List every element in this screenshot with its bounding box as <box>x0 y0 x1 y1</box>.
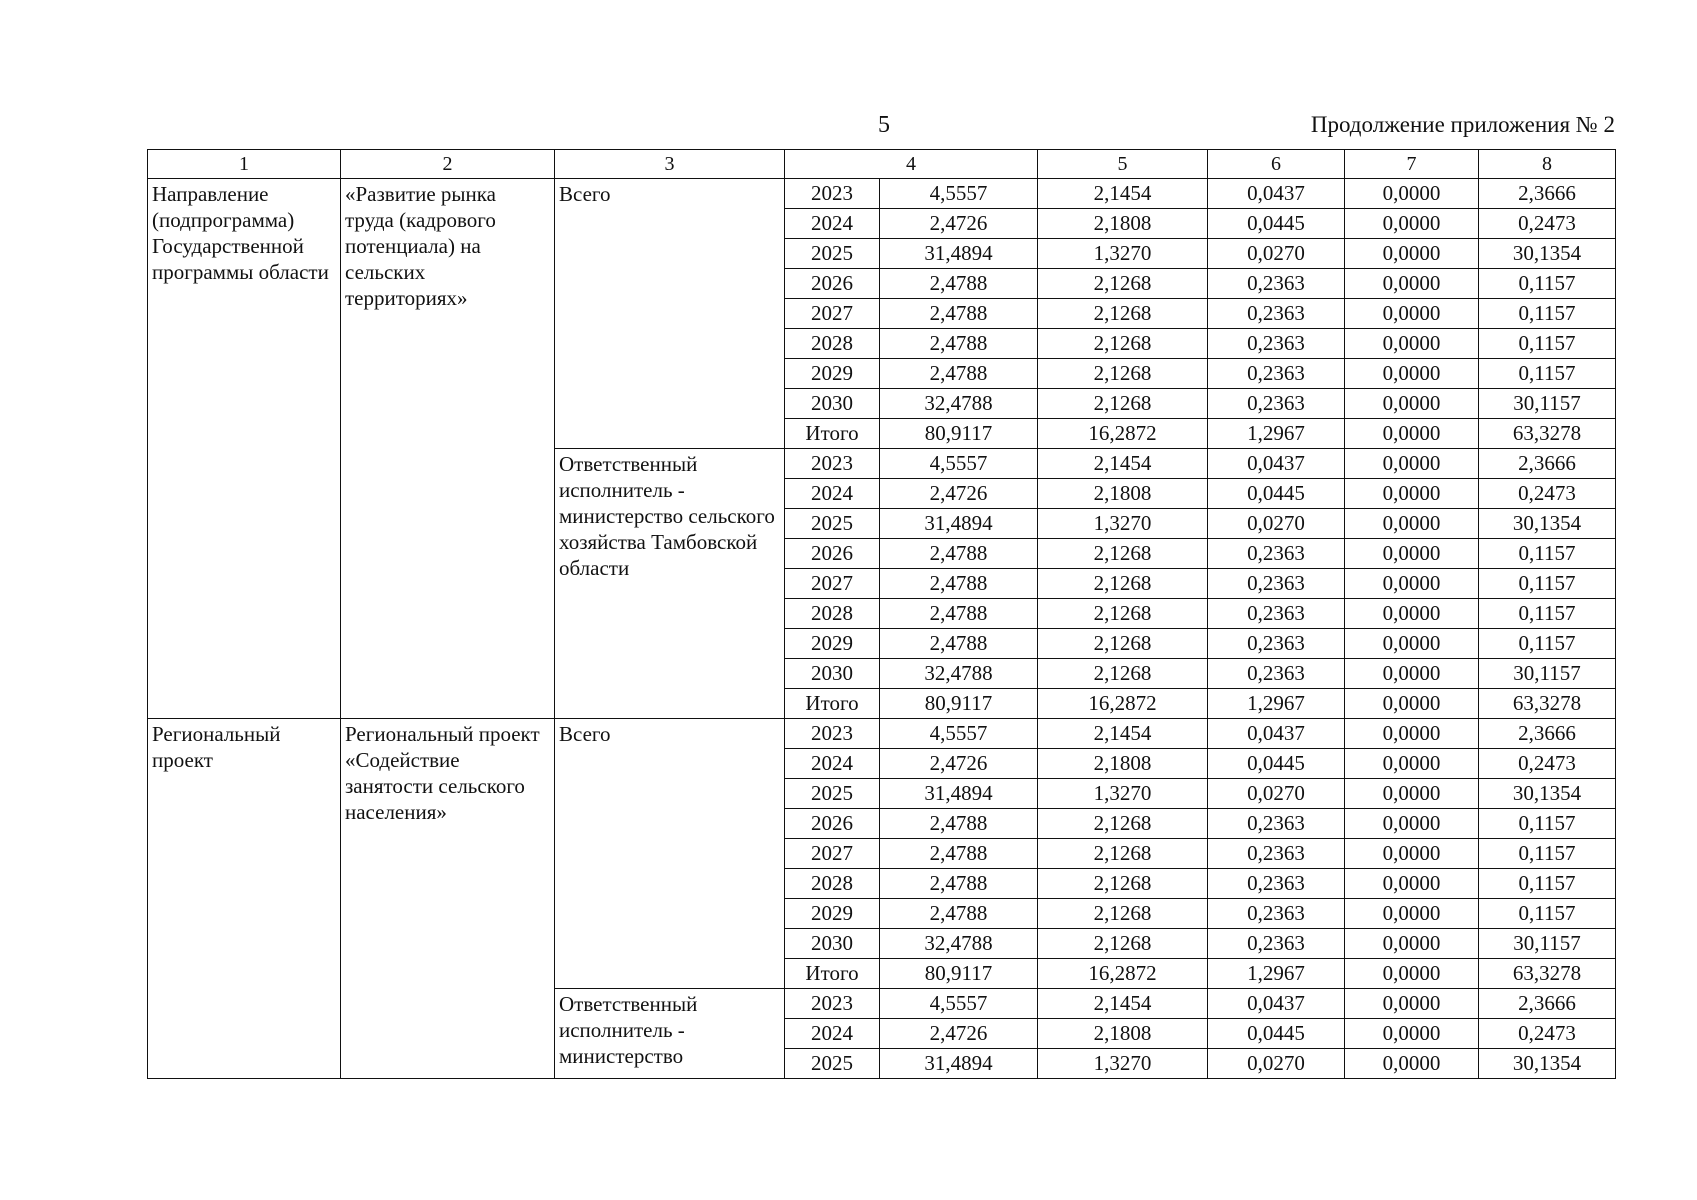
value-cell: 0,2473 <box>1479 209 1616 239</box>
value-cell: 2,1454 <box>1038 449 1208 479</box>
value-cell: 31,4894 <box>880 239 1038 269</box>
value-cell: 0,0445 <box>1208 1019 1345 1049</box>
year-cell: 2026 <box>785 809 880 839</box>
header-cell: 4 <box>785 150 1038 179</box>
value-cell: 0,2363 <box>1208 809 1345 839</box>
header-cell: 6 <box>1208 150 1345 179</box>
value-cell: 16,2872 <box>1038 959 1208 989</box>
year-cell: 2026 <box>785 539 880 569</box>
year-cell: 2024 <box>785 749 880 779</box>
value-cell: 0,0000 <box>1345 989 1479 1019</box>
value-cell: 0,0000 <box>1345 269 1479 299</box>
header-cell: 3 <box>555 150 785 179</box>
value-cell: 0,0437 <box>1208 449 1345 479</box>
year-cell: 2029 <box>785 899 880 929</box>
year-cell: 2030 <box>785 659 880 689</box>
value-cell: 0,0000 <box>1345 539 1479 569</box>
year-cell: 2027 <box>785 299 880 329</box>
year-cell: 2028 <box>785 329 880 359</box>
value-cell: 1,3270 <box>1038 239 1208 269</box>
value-cell: 0,0270 <box>1208 239 1345 269</box>
year-cell: Итого <box>785 959 880 989</box>
value-cell: 2,1808 <box>1038 479 1208 509</box>
value-cell: 0,0000 <box>1345 629 1479 659</box>
value-cell: 2,1268 <box>1038 809 1208 839</box>
value-cell: 2,4788 <box>880 539 1038 569</box>
value-cell: 0,1157 <box>1479 539 1616 569</box>
year-cell: 2027 <box>785 569 880 599</box>
value-cell: 0,0445 <box>1208 749 1345 779</box>
value-cell: 0,2473 <box>1479 479 1616 509</box>
value-cell: 1,3270 <box>1038 779 1208 809</box>
value-cell: 63,3278 <box>1479 959 1616 989</box>
year-cell: 2029 <box>785 359 880 389</box>
header-cell: 1 <box>148 150 341 179</box>
value-cell: 0,2363 <box>1208 899 1345 929</box>
value-cell: 0,0000 <box>1345 689 1479 719</box>
value-cell: 2,4726 <box>880 749 1038 779</box>
year-cell: 2029 <box>785 629 880 659</box>
value-cell: 2,1808 <box>1038 749 1208 779</box>
value-cell: 30,1354 <box>1479 779 1616 809</box>
value-cell: 63,3278 <box>1479 689 1616 719</box>
value-cell: 63,3278 <box>1479 419 1616 449</box>
funding-source-cell: Всего <box>555 719 785 989</box>
value-cell: 0,1157 <box>1479 569 1616 599</box>
year-cell: 2030 <box>785 389 880 419</box>
year-cell: 2023 <box>785 179 880 209</box>
value-cell: 2,4788 <box>880 629 1038 659</box>
page-number: 5 <box>878 112 890 138</box>
value-cell: 0,1157 <box>1479 809 1616 839</box>
funding-source-cell: Всего <box>555 179 785 449</box>
year-cell: 2024 <box>785 479 880 509</box>
year-cell: 2025 <box>785 1049 880 1079</box>
value-cell: 0,0000 <box>1345 1019 1479 1049</box>
value-cell: 2,1268 <box>1038 929 1208 959</box>
year-cell: 2025 <box>785 509 880 539</box>
value-cell: 0,2363 <box>1208 539 1345 569</box>
value-cell: 2,1808 <box>1038 1019 1208 1049</box>
value-cell: 2,1808 <box>1038 209 1208 239</box>
value-cell: 0,0000 <box>1345 899 1479 929</box>
value-cell: 30,1354 <box>1479 239 1616 269</box>
value-cell: 0,2363 <box>1208 929 1345 959</box>
value-cell: 0,0270 <box>1208 509 1345 539</box>
value-cell: 2,3666 <box>1479 449 1616 479</box>
value-cell: 0,2363 <box>1208 329 1345 359</box>
value-cell: 2,4788 <box>880 809 1038 839</box>
direction-cell: Региональный проект <box>148 719 341 1079</box>
value-cell: 0,1157 <box>1479 329 1616 359</box>
value-cell: 2,4788 <box>880 839 1038 869</box>
value-cell: 2,1268 <box>1038 389 1208 419</box>
value-cell: 2,1268 <box>1038 659 1208 689</box>
value-cell: 2,1268 <box>1038 269 1208 299</box>
value-cell: 2,4788 <box>880 269 1038 299</box>
value-cell: 2,1268 <box>1038 629 1208 659</box>
value-cell: 30,1157 <box>1479 929 1616 959</box>
header-cell: 5 <box>1038 150 1208 179</box>
value-cell: 4,5557 <box>880 989 1038 1019</box>
value-cell: 32,4788 <box>880 659 1038 689</box>
value-cell: 4,5557 <box>880 179 1038 209</box>
value-cell: 80,9117 <box>880 959 1038 989</box>
value-cell: 2,1268 <box>1038 569 1208 599</box>
value-cell: 0,2363 <box>1208 299 1345 329</box>
value-cell: 1,2967 <box>1208 689 1345 719</box>
budget-table <box>147 149 1616 1079</box>
value-cell: 0,0270 <box>1208 779 1345 809</box>
value-cell: 2,1268 <box>1038 599 1208 629</box>
value-cell: 0,1157 <box>1479 629 1616 659</box>
value-cell: 0,0000 <box>1345 179 1479 209</box>
value-cell: 30,1354 <box>1479 1049 1616 1079</box>
value-cell: 0,0000 <box>1345 239 1479 269</box>
funding-source-cell: Ответственный исполнитель - министерство сельского хозяйства Тамбовской области <box>555 449 785 719</box>
value-cell: 30,1157 <box>1479 389 1616 419</box>
year-cell: 2025 <box>785 779 880 809</box>
value-cell: 0,2473 <box>1479 1019 1616 1049</box>
value-cell: 0,1157 <box>1479 269 1616 299</box>
value-cell: 0,0000 <box>1345 599 1479 629</box>
header-row <box>148 150 1616 179</box>
value-cell: 0,0000 <box>1345 779 1479 809</box>
header-cell: 8 <box>1479 150 1616 179</box>
value-cell: 31,4894 <box>880 779 1038 809</box>
value-cell: 0,0000 <box>1345 329 1479 359</box>
value-cell: 2,4726 <box>880 209 1038 239</box>
value-cell: 2,4788 <box>880 899 1038 929</box>
year-cell: 2023 <box>785 989 880 1019</box>
value-cell: 2,3666 <box>1479 989 1616 1019</box>
value-cell: 0,2363 <box>1208 389 1345 419</box>
value-cell: 0,0437 <box>1208 989 1345 1019</box>
header-cell: 2 <box>341 150 555 179</box>
value-cell: 2,3666 <box>1479 719 1616 749</box>
value-cell: 0,1157 <box>1479 299 1616 329</box>
value-cell: 2,1454 <box>1038 989 1208 1019</box>
value-cell: 0,2363 <box>1208 869 1345 899</box>
year-cell: 2023 <box>785 719 880 749</box>
value-cell: 0,0000 <box>1345 479 1479 509</box>
value-cell: 0,0000 <box>1345 509 1479 539</box>
value-cell: 0,1157 <box>1479 599 1616 629</box>
value-cell: 2,1268 <box>1038 899 1208 929</box>
year-cell: 2026 <box>785 269 880 299</box>
table-row <box>148 179 1616 209</box>
program-name-cell: «Развитие рынка труда (кадрового потенциала) на сельских территориях» <box>341 179 555 719</box>
program-name-cell: Региональный проект «Содействие занятости сельского населения» <box>341 719 555 1079</box>
value-cell: 0,1157 <box>1479 839 1616 869</box>
value-cell: 0,0000 <box>1345 419 1479 449</box>
value-cell: 30,1157 <box>1479 659 1616 689</box>
value-cell: 0,2363 <box>1208 269 1345 299</box>
value-cell: 31,4894 <box>880 509 1038 539</box>
value-cell: 4,5557 <box>880 449 1038 479</box>
value-cell: 0,0000 <box>1345 839 1479 869</box>
value-cell: 16,2872 <box>1038 419 1208 449</box>
value-cell: 0,0437 <box>1208 179 1345 209</box>
value-cell: 2,1268 <box>1038 839 1208 869</box>
value-cell: 2,4788 <box>880 569 1038 599</box>
value-cell: 1,3270 <box>1038 509 1208 539</box>
value-cell: 16,2872 <box>1038 689 1208 719</box>
value-cell: 0,1157 <box>1479 869 1616 899</box>
value-cell: 32,4788 <box>880 929 1038 959</box>
value-cell: 0,0445 <box>1208 479 1345 509</box>
value-cell: 0,2363 <box>1208 629 1345 659</box>
value-cell: 0,2473 <box>1479 749 1616 779</box>
value-cell: 0,0445 <box>1208 209 1345 239</box>
value-cell: 0,0000 <box>1345 659 1479 689</box>
direction-cell: Направление (подпрограмма) Государственной программы области <box>148 179 341 719</box>
year-cell: Итого <box>785 689 880 719</box>
value-cell: 2,4788 <box>880 599 1038 629</box>
value-cell: 0,1157 <box>1479 359 1616 389</box>
value-cell: 0,0437 <box>1208 719 1345 749</box>
value-cell: 2,4726 <box>880 1019 1038 1049</box>
value-cell: 0,0000 <box>1345 1049 1479 1079</box>
value-cell: 1,2967 <box>1208 419 1345 449</box>
value-cell: 30,1354 <box>1479 509 1616 539</box>
value-cell: 2,1268 <box>1038 869 1208 899</box>
value-cell: 4,5557 <box>880 719 1038 749</box>
value-cell: 80,9117 <box>880 689 1038 719</box>
value-cell: 2,4788 <box>880 869 1038 899</box>
year-cell: 2024 <box>785 209 880 239</box>
value-cell: 0,0000 <box>1345 959 1479 989</box>
value-cell: 0,0000 <box>1345 749 1479 779</box>
value-cell: 0,0000 <box>1345 209 1479 239</box>
value-cell: 0,0000 <box>1345 359 1479 389</box>
value-cell: 2,3666 <box>1479 179 1616 209</box>
value-cell: 0,2363 <box>1208 569 1345 599</box>
value-cell: 0,0000 <box>1345 389 1479 419</box>
value-cell: 0,0000 <box>1345 809 1479 839</box>
value-cell: 2,1268 <box>1038 539 1208 569</box>
value-cell: 0,0000 <box>1345 569 1479 599</box>
year-cell: 2028 <box>785 599 880 629</box>
value-cell: 2,4788 <box>880 329 1038 359</box>
year-cell: 2030 <box>785 929 880 959</box>
value-cell: 0,0000 <box>1345 299 1479 329</box>
year-cell: 2028 <box>785 869 880 899</box>
value-cell: 2,1268 <box>1038 329 1208 359</box>
value-cell: 0,0000 <box>1345 929 1479 959</box>
value-cell: 1,3270 <box>1038 1049 1208 1079</box>
year-cell: 2025 <box>785 239 880 269</box>
continuation-title: Продолжение приложения № 2 <box>1310 112 1615 137</box>
year-cell: 2024 <box>785 1019 880 1049</box>
value-cell: 0,0000 <box>1345 449 1479 479</box>
value-cell: 2,4726 <box>880 479 1038 509</box>
value-cell: 0,2363 <box>1208 599 1345 629</box>
value-cell: 0,2363 <box>1208 839 1345 869</box>
value-cell: 32,4788 <box>880 389 1038 419</box>
value-cell: 2,1454 <box>1038 719 1208 749</box>
year-cell: Итого <box>785 419 880 449</box>
value-cell: 0,0000 <box>1345 719 1479 749</box>
value-cell: 2,1268 <box>1038 359 1208 389</box>
table-row <box>148 719 1616 749</box>
funding-source-cell: Ответственный исполнитель - министерство <box>555 989 785 1079</box>
value-cell: 0,0000 <box>1345 869 1479 899</box>
year-cell: 2023 <box>785 449 880 479</box>
value-cell: 80,9117 <box>880 419 1038 449</box>
value-cell: 1,2967 <box>1208 959 1345 989</box>
value-cell: 2,1454 <box>1038 179 1208 209</box>
value-cell: 2,1268 <box>1038 299 1208 329</box>
value-cell: 0,1157 <box>1479 899 1616 929</box>
value-cell: 2,4788 <box>880 299 1038 329</box>
value-cell: 2,4788 <box>880 359 1038 389</box>
value-cell: 0,2363 <box>1208 359 1345 389</box>
value-cell: 0,0270 <box>1208 1049 1345 1079</box>
year-cell: 2027 <box>785 839 880 869</box>
value-cell: 31,4894 <box>880 1049 1038 1079</box>
value-cell: 0,2363 <box>1208 659 1345 689</box>
header-cell: 7 <box>1345 150 1479 179</box>
